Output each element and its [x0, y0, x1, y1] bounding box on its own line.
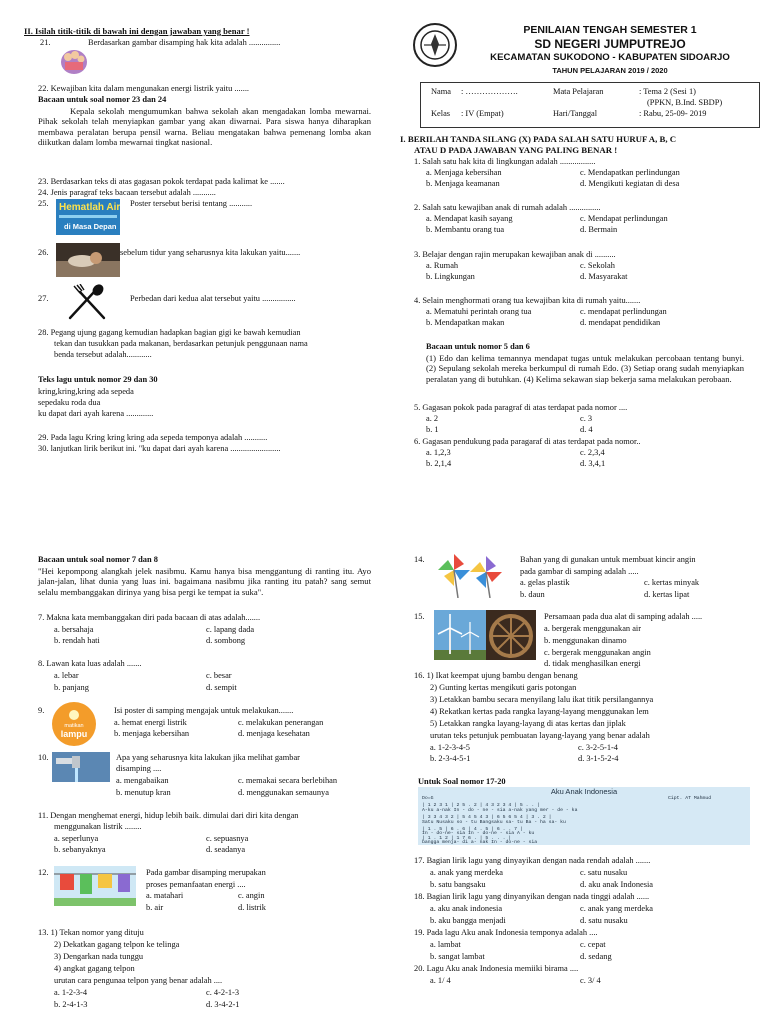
q5-option-b[interactable]: b. 1 — [426, 425, 439, 434]
q2-option-d[interactable]: d. Bermain — [580, 225, 618, 234]
q13-step3: 3) Dengarkan nada tunggu — [54, 952, 144, 961]
reading-23-24-paragraph: Kepala sekolah mengumumkan bahwa sekolah akan mengadakan lomba mewarnai. Pihak sekolah telah menyiapkan gambar yang akan diwarnai. Para siswa hanya diharapkan membawa peralatan berupa pensil warna. Beliau mengatakan bahwa pemenang lomba akan diikutkan dalam lomba mewarnai tingkat nasional. — [38, 106, 371, 147]
student-info-box — [420, 82, 760, 128]
laundry-drying-icon — [54, 866, 136, 906]
q14-option-a[interactable]: a. gelas plastik — [520, 578, 570, 587]
q28-line2: tekan dan tusukkan pada makanan, berdasarkan petunjuk penggunaan nama — [54, 339, 308, 348]
lamp-poster-text-2: lampu — [60, 729, 88, 739]
pinwheel-image — [434, 552, 512, 598]
q21-text: Berdasarkan gambar disamping hak kita adalah ............... — [88, 38, 281, 47]
q10-text-2: disamping .... — [116, 764, 162, 773]
q5-option-d[interactable]: d. 4 — [580, 425, 593, 434]
q13-question: urutan cara pengunaa telpon yang benar adalah .... — [54, 976, 223, 985]
q16-option-c[interactable]: c. 3-2-5-1-4 — [578, 743, 618, 752]
q16-step5: 5) Letakkan rangka layang-layang di atas kertas dan jiplak — [430, 719, 626, 728]
q18-option-c[interactable]: c. anak yang merdeka — [580, 904, 654, 913]
q6-option-a[interactable]: a. 1,2,3 — [426, 448, 451, 457]
q14-option-d[interactable]: d. kertas lipat — [644, 590, 690, 599]
q8-option-c[interactable]: c. besar — [206, 671, 232, 680]
q2-option-c[interactable]: c. Mendapat perlindungan — [580, 214, 668, 223]
q30-text: 30. lanjutkan lirik berikut ini. "ku dapat dari ayah karena ........................ — [38, 444, 281, 453]
q13-option-c[interactable]: c. 4-2-1-3 — [206, 988, 240, 997]
q23-text: 23. Berdasarkan teks di atas gagasan pokok terdapat pada kalimat ke ....... — [38, 177, 285, 186]
song-composer: Cipt. AT Mahmud — [668, 796, 712, 801]
mapel-label: Mata Pelajaran — [553, 87, 604, 96]
q11-option-a[interactable]: a. seperlunya — [54, 834, 99, 843]
q10-option-b[interactable]: b. menutup kran — [116, 788, 171, 797]
q16-question: urutan teks petunjuk pembuatan layang-layang yang benar adalah — [430, 731, 650, 740]
q1-option-b[interactable]: b. Menjaga keamanan — [426, 179, 500, 188]
q9-option-d[interactable]: d. menjaga kesehatan — [238, 729, 310, 738]
q17-text: 17. Bagian lirik lagu yang dinyayikan dengan nada rendah adalah ....... — [414, 856, 651, 865]
song-lyric-3: ku dapat dari ayah karena ............. — [38, 409, 154, 418]
q14-text-2: pada gambar di samping adalah ..... — [520, 567, 639, 576]
q15-option-a[interactable]: a. bergerak menggunakan air — [544, 624, 642, 633]
song-words-4: bangga menja- di a- nak In - do-ne - sia — [422, 840, 538, 845]
family-icon — [60, 40, 88, 76]
q14-text: Bahan yang di gunakan untuk membuat kincir angin — [520, 555, 696, 564]
q9-option-c[interactable]: c. melakukan penerangan — [238, 718, 324, 727]
q10-option-a[interactable]: a. mengabaikan — [116, 776, 169, 785]
school-emblem-icon — [412, 22, 458, 68]
q12-option-a[interactable]: a. matahari — [146, 891, 184, 900]
q26-text: sebelum tidur yang seharusnya kita lakukan yaitu....... — [120, 248, 301, 257]
kelas-value: : IV (Empat) — [461, 109, 504, 118]
song-lyric-2: sepedaku roda dua — [38, 398, 101, 407]
q29-text: 29. Pada lagu Kring kring kring ada sepeda temponya adalah ........... — [38, 433, 268, 442]
q12-option-d[interactable]: d. listrik — [238, 903, 266, 912]
q14-option-b[interactable]: b. daun — [520, 590, 545, 599]
nama-label: Nama — [431, 87, 451, 96]
q2-option-a[interactable]: a. Mendapat kasih sayang — [426, 214, 513, 223]
poster-subtitle: di Masa Depan — [64, 222, 117, 231]
q17-option-c[interactable]: c. satu nusaku — [580, 868, 628, 877]
q13-step1: 13. 1) Tekan nomor yang dituju — [38, 928, 144, 937]
q20-option-a[interactable]: a. 1/ 4 — [430, 976, 451, 985]
song-words-3: In - do-ne- sia In - do-ne - sia A - ku — [422, 831, 535, 836]
hari-value: : Rabu, 25-09- 2019 — [639, 109, 707, 118]
q6-option-d[interactable]: d. 3,4,1 — [580, 459, 606, 468]
q19-option-c[interactable]: c. cepat — [580, 940, 606, 949]
mapel-value-2: (PPKN, B.Ind. SBDP) — [647, 98, 723, 107]
song-notes-2: | 3 3 4 3 2 | 5 4 5 4 3 | 6 5 6 5 4 | 3 . 2 | — [422, 815, 552, 820]
q21-number: 21. — [40, 38, 51, 47]
q9-option-b[interactable]: b. menjaga kebersihan — [114, 729, 190, 738]
q4-option-d[interactable]: d. mendapat pendidikan — [580, 318, 661, 327]
water-poster-image — [56, 199, 120, 235]
district-name: KECAMATAN SUKODONO - KABUPATEN SIDOARJO — [490, 52, 730, 63]
q3-option-a[interactable]: a. Rumah — [426, 261, 459, 270]
q1-option-a[interactable]: a. Menjaga kebersihan — [426, 168, 502, 177]
q7-option-d[interactable]: d. sombong — [206, 636, 246, 645]
pinwheel-icon — [434, 552, 512, 598]
water-tap-icon — [52, 752, 110, 782]
reading-23-24-title: Bacaan untuk soal nomor 23 dan 24 — [38, 95, 167, 104]
q13-option-b[interactable]: b. 2-4-1-3 — [54, 1000, 88, 1009]
reading-7-8-title: Bacaan untuk soal nomor 7 dan 8 — [38, 555, 158, 564]
q15-number: 15. — [414, 612, 425, 621]
q1-option-d[interactable]: d. Mengikuti kegiatan di desa — [580, 179, 680, 188]
reading-5-6-title: Bacaan untuk nomor 5 dan 6 — [426, 342, 530, 351]
q20-option-c[interactable]: c. 3/ 4 — [580, 976, 601, 985]
q26-number: 26. — [38, 248, 49, 257]
q15-option-b[interactable]: b. menggunakan dinamo — [544, 636, 627, 645]
q6-option-b[interactable]: b. 2,1,4 — [426, 459, 452, 468]
q12-number: 12. — [38, 868, 49, 877]
q9-text: Isi poster di samping mengajak untuk melakukan....... — [114, 706, 294, 715]
q11-option-b[interactable]: b. sebanyaknya — [54, 845, 106, 854]
sleeping-child-icon — [56, 243, 120, 277]
q28-line1: 28. Pegang ujung gagang kemudian hadapkan bagian gigi ke bawah kemudian — [38, 328, 301, 337]
q11-line1: 11. Dengan menghemat energi, hidup lebih baik. dimulai dari diri kita dengan — [38, 811, 299, 820]
q13-option-d[interactable]: d. 3-4-2-1 — [206, 1000, 240, 1009]
song-17-20-title: Untuk Soal nomor 17-20 — [418, 777, 506, 786]
q3-option-b[interactable]: b. Lingkungan — [426, 272, 475, 281]
exam-title: PENILAIAN TENGAH SEMESTER 1 — [523, 24, 697, 36]
q19-text: 19. Pada lagu Aku anak Indonesia temponya adalah .... — [414, 928, 598, 937]
q19-option-b[interactable]: b. sangat lambat — [430, 952, 485, 961]
song-key: Do=G — [422, 796, 434, 801]
hari-label: Hari/Tanggal — [553, 109, 598, 118]
q4-option-a[interactable]: a. Mematuhi perintah orang tua — [426, 307, 532, 316]
q7-option-c[interactable]: c. lapang dada — [206, 625, 255, 634]
q12-option-b[interactable]: b. air — [146, 903, 164, 912]
q2-option-b[interactable]: b. Membantu orang tua — [426, 225, 505, 234]
q4-option-b[interactable]: b. Mendapatkan makan — [426, 318, 505, 327]
q3-option-c[interactable]: c. Sekolah — [580, 261, 615, 270]
reading-7-8-quote: "Hei kepompong alangkah jelek nasibmu. Kamu hanya bisa menggantung di ranting itu. Ayo jalan-jalan, lihat dunia yang luas ini. bagaimana nasibmu jika ranting itu patah? sang semut selalu membanggakan dirinya yang bisa pergi ke tempat ia suka". — [38, 566, 371, 597]
q28-line3: benda tersebut adalah............ — [54, 350, 152, 359]
poster-title: Hematlah Air — [59, 202, 120, 213]
q16-step4: 4) Rekatkan kertas pada rangka layang-layang menggunakan lem — [430, 707, 649, 716]
q7-option-a[interactable]: a. bersahaja — [54, 625, 94, 634]
q16-option-a[interactable]: a. 1-2-3-4-5 — [430, 743, 470, 752]
q22-text: 22. Kewajiban kita dalam mengunakan energi listrik yaitu ....... — [38, 84, 250, 93]
q13-step2: 2) Dekatkan gagang telpon ke telinga — [54, 940, 180, 949]
q16-step2: 2) Gunting kertas mengikuti garis potongan — [430, 683, 577, 692]
q20-text: 20. Lagu Aku anak Indonesia memiiki birama .... — [414, 964, 579, 973]
q15-option-d[interactable]: d. tidak menghasilkan energi — [544, 659, 641, 668]
q9-number: 9. — [38, 706, 45, 715]
q11-option-c[interactable]: c. sepuasnya — [206, 834, 249, 843]
mapel-value: : Tema 2 (Sesi 1) — [639, 87, 696, 96]
q5-text: 5. Gagasan pokok pada paragraf di atas terdapat pada nomor .... — [414, 403, 628, 412]
q8-option-b[interactable]: b. panjang — [54, 683, 89, 692]
song-notes-4: | 1 . 1 2 | 1 7 6 . | 5 . . . | — [422, 836, 512, 841]
q15-text: Persamaan pada dua alat di samping adalah ..... — [544, 612, 703, 621]
q16-step3: 3) Letakkan bambu secara menyilang lalu ikat titik persilangannya — [430, 695, 654, 704]
windmill-waterwheel-icon — [434, 610, 536, 660]
q13-option-a[interactable]: a. 1-2-3-4 — [54, 988, 88, 997]
song-words-2: Satu Nusaku so - tu Bangsaku sa- tu Ba - ha sa- ku — [422, 820, 566, 825]
water-tap-image — [52, 752, 110, 782]
q15-option-c[interactable]: c. bergerak menggunakan angin — [544, 648, 651, 657]
q14-option-c[interactable]: c. kertas minyak — [644, 578, 700, 587]
q10-option-c[interactable]: c. memakai secara berlebihan — [238, 776, 338, 785]
q14-number: 14. — [414, 555, 425, 564]
q19-option-d[interactable]: d. sedang — [580, 952, 612, 961]
song-notes-1: | 1 2 3 1 | 2 5 . 2 | 4 3 2 3 4 | 5 . . | — [422, 803, 541, 808]
q5-option-a[interactable]: a. 2 — [426, 414, 439, 423]
section-2-heading: II. Isilah titik-titik di bawah ini dengan jawaban yang benar ! — [24, 26, 250, 36]
q11-line2: menggunakan listrik ........ — [54, 822, 142, 831]
q25-text: Poster tersebut berisi tentang ........... — [130, 199, 253, 208]
lamp-poster-image — [52, 702, 96, 746]
q12-option-c[interactable]: c. angin — [238, 891, 265, 900]
q3-text: 3. Belajar dengan rajin merupakan kewajiban anak di .......... — [414, 250, 616, 259]
q25-number: 25. — [38, 199, 49, 208]
q8-option-d[interactable]: d. sempit — [206, 683, 237, 692]
song-sheet-title: Aku Anak Indonesia — [550, 787, 618, 796]
q10-number: 10. — [38, 753, 49, 762]
q18-option-d[interactable]: d. satu nusaku — [580, 916, 628, 925]
song-sheet — [418, 787, 750, 845]
q10-option-d[interactable]: d. menggunakan semaunya — [238, 788, 329, 797]
fork-spoon-image — [64, 284, 110, 320]
q24-text: 24. Jenis paragraf teks bacaan tersebut adalah ........... — [38, 188, 216, 197]
q3-option-d[interactable]: d. Masyarakat — [580, 272, 628, 281]
q13-step4: 4) angkat gagang telpon — [54, 964, 135, 973]
q1-text: 1. Salah satu hak kita di lingkungan adalah ................. — [414, 157, 596, 166]
family-image — [60, 40, 88, 76]
section-1-heading-1: I. BERILAH TANDA SILANG (X) PADA SALAH SATU HURUF A, B, C — [400, 134, 677, 144]
nama-value[interactable]: : ………………. — [461, 87, 518, 96]
q6-option-c[interactable]: c. 2,3,4 — [580, 448, 605, 457]
song-notes-3: | 1 . 5 | 6 . 6 | 4 . 5 | 6 . . 7 | — [422, 827, 523, 832]
song-lyric-1: kring,kring,kring ada sepeda — [38, 387, 134, 396]
q8-text: 8. Lawan kata luas adalah ....... — [38, 659, 142, 668]
q16-step1: 16. 1) Ikat keempat ujung bambu dengan benang — [414, 671, 578, 680]
lamp-poster-text-1: matikan — [64, 723, 84, 729]
q9-option-a[interactable]: a. hemat energi listrik — [114, 718, 187, 727]
laundry-image — [54, 866, 136, 906]
q2-text: 2. Salah satu kewajiban anak di rumah adalah ............... — [414, 203, 601, 212]
q4-option-c[interactable]: c. mendapat perlindungan — [580, 307, 667, 316]
school-year: TAHUN PELAJARAN 2019 / 2020 — [552, 66, 668, 75]
q5-option-c[interactable]: c. 3 — [580, 414, 593, 423]
q19-option-a[interactable]: a. lambat — [430, 940, 461, 949]
q18-text: 18. Bagian lirik lagu yang dinyanyikan dengan nada tinggi adalah ...... — [414, 892, 650, 901]
q18-option-b[interactable]: b. aku bangga menjadi — [430, 916, 506, 925]
q4-text: 4. Selain menghormati orang tua kewajiban kita di rumah yaitu....... — [414, 296, 641, 305]
song-words-1: A-ku a-nak In - do - ne - sia a-nak yang mer - de - ka — [422, 808, 578, 813]
q27-text: Perbedan dari kedua alat tersebut yaitu ................ — [130, 294, 296, 303]
kelas-label: Kelas — [431, 109, 451, 118]
q12-text: Pada gambar disamping merupakan — [146, 868, 266, 877]
q17-option-a[interactable]: a. anak yang merdeka — [430, 868, 504, 877]
q8-option-a[interactable]: a. lebar — [54, 671, 79, 680]
q16-option-d[interactable]: d. 3-1-5-2-4 — [578, 754, 619, 763]
q7-option-b[interactable]: b. rendah hati — [54, 636, 100, 645]
q12-text-2: proses pemanfaatan energi .... — [146, 880, 246, 889]
school-name: SD NEGERI JUMPUTREJO — [534, 37, 686, 51]
q10-text: Apa yang seharusnya kita lakukan jika melihat gambar — [116, 753, 300, 762]
section-1-heading-2: ATAU D PADA JAWABAN YANG PALING BENAR ! — [414, 145, 618, 155]
q6-text: 6. Gagasan pendukung pada paragaraf di atas terdapat pada nomor.. — [414, 437, 641, 446]
q27-number: 27. — [38, 294, 49, 303]
q16-option-b[interactable]: b. 2-3-4-5-1 — [430, 754, 471, 763]
q17-option-d[interactable]: d. aku anak Indonesia — [580, 880, 654, 889]
fork-spoon-icon — [64, 284, 110, 320]
q18-option-a[interactable]: a. aku anak indonesia — [430, 904, 503, 913]
sleeping-child-image — [56, 243, 120, 277]
q17-option-b[interactable]: b. satu bangsaku — [430, 880, 486, 889]
q1-option-c[interactable]: c. Mendapatkan perlindungan — [580, 168, 680, 177]
q7-text: 7. Makna kata membanggakan diri pada bacaan di atas adalah....... — [38, 613, 261, 622]
q11-option-d[interactable]: d. seadanya — [206, 845, 246, 854]
school-logo — [412, 22, 458, 68]
windmill-waterwheel-image — [434, 610, 536, 660]
reading-5-6-paragraph: (1) Edo dan kelima temannya mendapat tugas untuk melakukan percobaan tentang bunyi. (2) Sepulang sekolah mereka berkumpul di rumah Edo. (3) Setiap orang sudah menyiapkan peralatan yang di butuhkan. (4) Kelima sekawan siap bekerja sama melakukan perobaan. — [426, 353, 744, 384]
song-29-30-title: Teks lagu untuk nomor 29 dan 30 — [38, 375, 158, 384]
